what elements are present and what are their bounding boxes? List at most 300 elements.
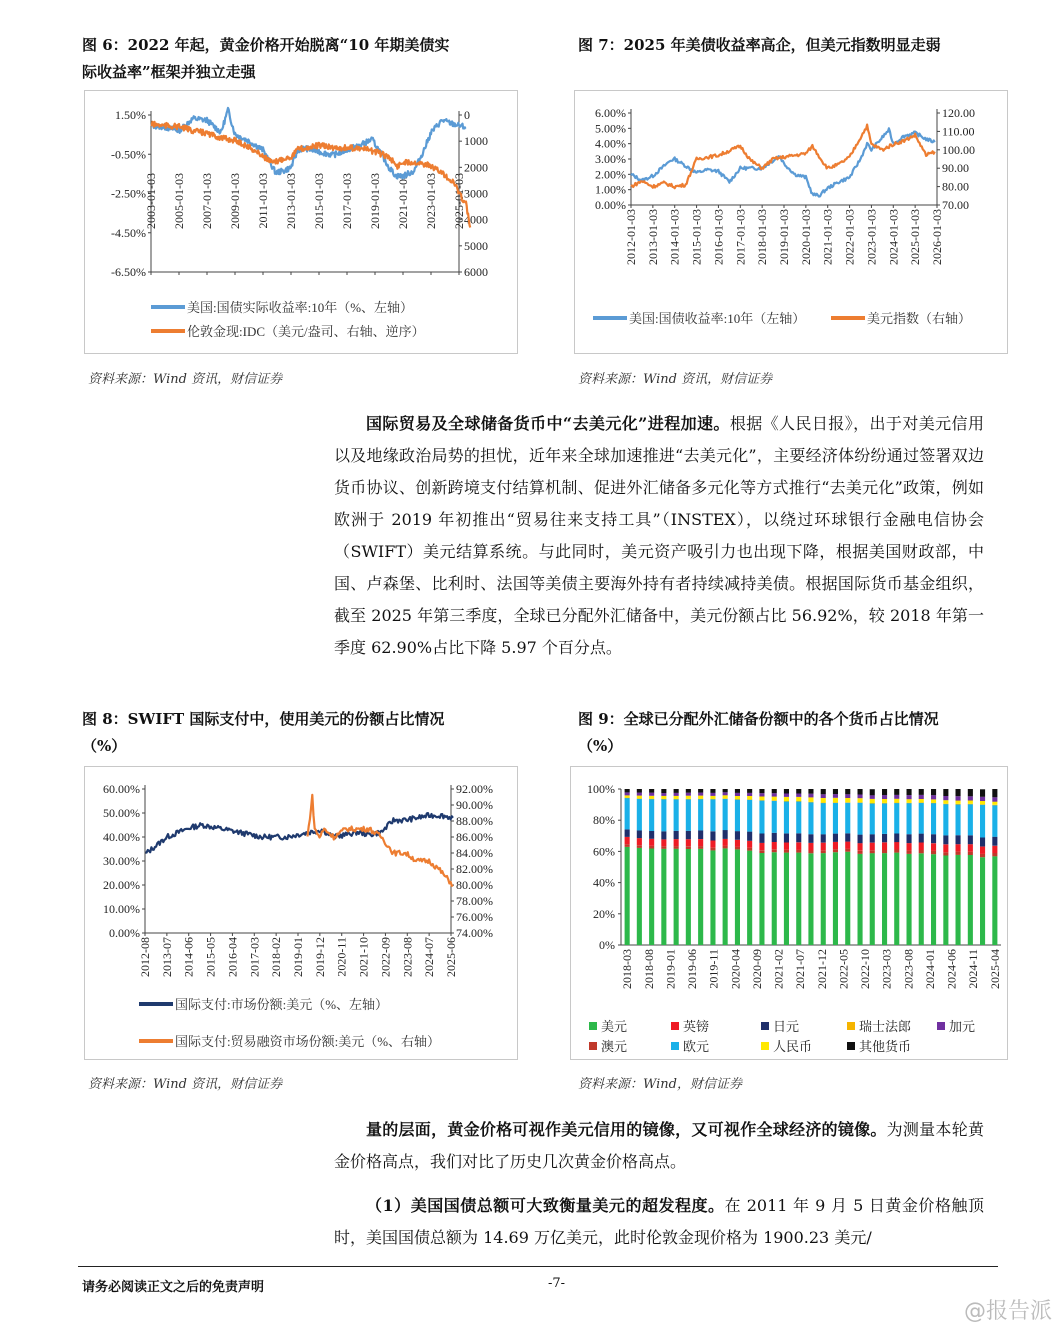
fig9-bar-0 (858, 854, 863, 945)
fig9-source: 资料来源：Wind，财信证券 (578, 1077, 742, 1092)
fig8-x-tick: 2019-12 (312, 937, 327, 977)
fig8-left-tick: 30.00% (103, 854, 140, 868)
fig9-bar-3 (845, 833, 850, 841)
fig8-x-tick: 2024-07 (422, 937, 437, 977)
fig9-bar-0 (956, 855, 961, 945)
fig9-bar-8 (833, 789, 838, 794)
fig9-bar-8 (723, 789, 728, 792)
fig9-bar-5 (943, 804, 948, 805)
fig9-x-tick: 2022-10 (858, 949, 873, 989)
fig9-bar-6 (772, 797, 777, 801)
fig9-y-tick: 0% (599, 938, 615, 952)
fig9-bar-5 (992, 805, 997, 806)
fig9-bar-7 (649, 793, 654, 796)
fig9-legend-swatch (937, 1022, 945, 1030)
fig6-series-0 (151, 108, 466, 179)
fig9-y-tick: 100% (587, 782, 615, 796)
fig9-bar-3 (759, 834, 764, 843)
fig9-bar-0 (674, 849, 679, 945)
fig9-bar-4 (649, 799, 654, 831)
fig6-source: 资料来源：Wind 资讯，财信证券 (88, 372, 283, 387)
fig9-bar-6 (625, 795, 630, 797)
fig9-bar-2 (845, 842, 850, 849)
fig9-bar-3 (661, 831, 666, 839)
fig6-right-tick: 1000 (464, 134, 488, 149)
fig7-x-tick: 2015-01-03 (689, 209, 704, 265)
fig9-bar-0 (723, 848, 728, 945)
fig9-bar-1 (943, 852, 948, 855)
fig8-x-tick: 2015-05 (203, 937, 218, 977)
fig9-bar-3 (784, 834, 789, 843)
fig9-bar-8 (649, 789, 654, 793)
fig9-bar-5 (907, 803, 912, 804)
fig9-bar-4 (808, 802, 813, 834)
fig9-bar-2 (759, 843, 764, 850)
fig9-bar-2 (894, 842, 899, 850)
fig9-bar-6 (637, 796, 642, 799)
fig9-x-tick: 2019-01 (663, 949, 678, 989)
fig9-bar-1 (772, 849, 777, 852)
fig8-right-tick: 92.00% (456, 782, 493, 796)
fig6-x-tick: 2015-01-03 (312, 173, 326, 229)
fig9-bar-4 (723, 799, 728, 830)
fig7-x-tick: 2022-01-03 (842, 209, 857, 265)
fig6-x-tick: 2003-01-03 (144, 173, 158, 229)
fig9-bar-3 (907, 834, 912, 843)
fig9-bar-4 (931, 803, 936, 834)
fig9-bar-2 (980, 847, 985, 854)
fig6-x-tick: 2007-01-03 (200, 173, 214, 229)
fig9-bar-5 (858, 802, 863, 803)
fig9-bar-2 (674, 839, 679, 846)
fig9-y-tick: 80% (593, 813, 615, 828)
fig9-legend-label: 英镑 (683, 1019, 710, 1034)
fig9-bar-2 (710, 841, 715, 848)
fig8-title-line1: 图 8：SWIFT 国际支付中，使用美元的份额占比情况 (82, 710, 445, 728)
fig9-bar-2 (956, 844, 961, 851)
fig8-svg (85, 767, 517, 1059)
fig9-bar-5 (772, 800, 777, 801)
fig9-legend-swatch (589, 1022, 597, 1030)
fig9-bar-4 (796, 801, 801, 833)
fig9-bar-0 (698, 849, 703, 945)
fig9-bar-0 (661, 849, 666, 945)
fig9-bar-0 (980, 857, 985, 945)
fig9-legend-label: 人民币 (773, 1039, 813, 1054)
fig9-bar-3 (649, 831, 654, 839)
fig7-svg (575, 91, 1007, 353)
p1-bold: 国际贸易及全球储备货币中“去美元化”进程加速。 (366, 414, 730, 433)
fig9-legend-label: 其他货币 (859, 1039, 912, 1054)
fig9-bar-1 (735, 847, 740, 850)
fig9-bar-1 (661, 846, 666, 849)
fig9-bar-2 (625, 837, 630, 844)
fig9-bar-5 (894, 803, 899, 804)
fig9-bar-4 (894, 803, 899, 834)
fig9-x-tick: 2021-02 (771, 949, 786, 989)
fig9-bar-2 (833, 842, 838, 849)
fig9-bar-8 (980, 789, 985, 797)
fig9-y-tick: 60% (593, 844, 615, 859)
fig9-bar-0 (882, 853, 887, 945)
fig9-bar-8 (870, 789, 875, 795)
fig9-bar-1 (882, 850, 887, 853)
fig9-bar-4 (833, 803, 838, 834)
fig9-x-tick: 2018-03 (620, 949, 635, 989)
fig6-legend-label-1: 伦敦金现:IDC（美元/盎司、右轴、逆序） (187, 324, 425, 339)
fig9-bar-3 (821, 834, 826, 842)
fig9-bar-1 (894, 850, 899, 853)
fig9-bar-7 (661, 793, 666, 796)
fig9-bar-0 (943, 856, 948, 946)
fig9-bar-7 (833, 794, 838, 798)
fig9-bar-0 (686, 849, 691, 945)
fig9-bar-6 (894, 799, 899, 803)
fig7-x-tick: 2012-01-03 (624, 209, 638, 265)
fig8-x-tick: 2013-07 (159, 937, 174, 977)
fig7-right-tick: 90.00 (942, 161, 969, 176)
fig9-bar-0 (625, 847, 630, 945)
fig9-bar-6 (784, 797, 789, 801)
fig9-x-tick: 2024-01 (922, 949, 937, 989)
fig7-x-tick: 2024-01-03 (886, 209, 901, 265)
fig9-bar-1 (919, 850, 924, 853)
fig9-title-line1: 图 9：全球已分配外汇储备份额中的各个货币占比情况 (578, 710, 939, 728)
fig6-series-1 (151, 122, 470, 228)
fig9-bar-8 (919, 789, 924, 795)
fig9-bar-1 (845, 849, 850, 852)
fig8-right-tick: 78.00% (456, 894, 493, 908)
fig6-legend-label-0: 美国:国债实际收益率:10年（%、左轴） (187, 300, 414, 315)
fig9-bar-0 (649, 848, 654, 945)
fig9-bar-5 (980, 804, 985, 805)
fig9-bar-2 (870, 843, 875, 851)
fig6-x-tick: 2021-01-03 (396, 173, 410, 229)
fig6-x-tick: 2017-01-03 (340, 173, 354, 229)
fig9-bar-3 (674, 831, 679, 839)
fig7-x-tick: 2021-01-03 (820, 209, 835, 265)
fig9-bar-1 (686, 846, 691, 849)
fig8-right-tick: 80.00% (456, 878, 493, 892)
fig9-bar-2 (821, 843, 826, 851)
fig9-bar-4 (870, 803, 875, 834)
fig9-bar-5 (686, 799, 691, 800)
fig9-bar-3 (723, 830, 728, 839)
fig7-right-tick: 110.00 (942, 124, 975, 139)
fig9-bar-6 (796, 797, 801, 801)
fig7-right-tick: 70.00 (942, 198, 969, 212)
fig9-bar-3 (956, 835, 961, 844)
fig9-bar-8 (907, 789, 912, 795)
fig9-bar-3 (698, 830, 703, 839)
fig8-left-tick: 0.00% (109, 926, 140, 940)
fig9-bar-0 (894, 853, 899, 945)
fig9-bar-8 (821, 789, 826, 794)
fig9-bar-6 (723, 795, 728, 798)
fig8-title (82, 706, 522, 760)
fig9-bar-1 (698, 846, 703, 849)
fig9-bar-8 (845, 789, 850, 794)
fig9-bar-7 (882, 795, 887, 799)
fig9-bar-8 (674, 789, 679, 793)
fig8-right-tick: 90.00% (456, 798, 493, 812)
fig9-bar-3 (931, 834, 936, 843)
fig9-bar-8 (968, 789, 973, 796)
fig9-bar-0 (870, 853, 875, 945)
fig9-bar-8 (882, 789, 887, 795)
fig9-bar-4 (821, 803, 826, 834)
p1-text: 根据《人民日报》，出于对美元信用以及地缘政治局势的担忧，近年来全球加速推进“去美元化”，主要经济体纷纷通过签署双边货币协议、创新跨境支付结算机制、促进外汇储备多元化等方式推行“去美元化”政策，例如欧洲于 2019 年初推出“贸易往来支持工具”（INSTEX），以绕过环球银行金融电信协会（SWIFT）美元结算系统。与此同时，美元资产吸引力也出现下降，根据美国财政部，中国、卢森堡、比利时、法国等美债主要海外持有者持续减持美债。根据国际货币基金组织，截至 2025 年第三季度，全球已分配外汇储备中，美元份额占比 56.92%，较 2018 年第一季度 62.90%占比下降 5.97 个百分点。 (334, 414, 984, 657)
fig9-bar-3 (710, 831, 715, 840)
fig9-bar-1 (992, 853, 997, 856)
fig9-bar-4 (919, 803, 924, 834)
fig9-bar-1 (968, 852, 973, 855)
p2-bold: 量的层面，黄金价格可视作美元信用的镜像，又可视作全球经济的镜像。 (366, 1120, 887, 1139)
fig9-bar-8 (808, 789, 813, 794)
fig9-bar-4 (845, 803, 850, 834)
fig7-x-tick: 2017-01-03 (733, 209, 748, 265)
fig9-bar-7 (870, 795, 875, 799)
fig8-x-tick: 2021-10 (356, 937, 371, 977)
fig7-chart (574, 90, 1008, 354)
fig9-x-tick: 2023-03 (879, 949, 894, 989)
fig7-left-tick: 5.00% (595, 121, 626, 136)
body-paragraph-3 (334, 1190, 984, 1254)
fig9-bar-5 (747, 799, 752, 800)
fig8-left-tick: 50.00% (103, 806, 140, 820)
fig8-right-tick: 86.00% (456, 830, 493, 844)
fig9-bar-0 (845, 852, 850, 945)
fig9-bar-2 (772, 842, 777, 849)
p3-text: 在 2011 年 9 月 5 日黄金价格触顶时，美国国债总额为 14.69 万亿美元，此时伦敦金现价格为 1900.23 美元/ (334, 1196, 984, 1247)
fig6-x-tick: 2009-01-03 (228, 173, 242, 229)
fig9-bar-6 (980, 801, 985, 804)
fig9-bar-4 (698, 799, 703, 830)
fig9-bar-3 (894, 834, 899, 843)
fig8-x-tick: 2014-06 (181, 937, 196, 977)
fig9-legend-swatch (671, 1042, 679, 1050)
fig9-bar-6 (808, 797, 813, 801)
fig9-bar-1 (808, 851, 813, 854)
fig9-bar-3 (858, 835, 863, 844)
fig9-bar-5 (698, 799, 703, 800)
fig9-legend-label: 美元 (601, 1019, 628, 1034)
fig6-right-tick: 0 (464, 108, 470, 122)
p3-bold: （1）美国国债总额可大致衡量美元的超发程度。 (366, 1196, 725, 1215)
fig9-bar-3 (808, 834, 813, 843)
fig9-title-line2: （%） (578, 737, 623, 755)
fig7-x-tick: 2014-01-03 (667, 209, 682, 265)
fig6-right-tick: 6000 (464, 265, 488, 279)
fig7-x-tick: 2019-01-03 (777, 209, 791, 265)
fig9-y-tick: 20% (593, 906, 615, 921)
fig9-x-tick: 2022-05 (836, 949, 851, 989)
fig9-bar-3 (980, 838, 985, 847)
fig6-title-line2: 际收益率”框架并独立走强 (82, 63, 256, 81)
fig9-bar-6 (710, 796, 715, 799)
fig9-x-tick: 2018-08 (641, 949, 656, 989)
fig8-x-tick: 2012-08 (138, 937, 152, 977)
fig9-bar-2 (882, 842, 887, 850)
fig9-bar-7 (907, 795, 912, 799)
fig9-legend-swatch (671, 1022, 679, 1030)
fig8-right-tick: 74.00% (456, 926, 493, 940)
footer-disclaimer: 请务必阅读正文之后的免责声明 (82, 1280, 265, 1295)
fig9-bar-4 (968, 804, 973, 835)
fig9-bar-6 (919, 799, 924, 802)
fig9-bar-2 (747, 841, 752, 848)
fig6-right-tick: 4000 (464, 212, 488, 227)
fig7-left-tick: 3.00% (595, 152, 626, 166)
fig9-bar-0 (919, 853, 924, 945)
fig9-bar-2 (931, 843, 936, 851)
fig9-bar-8 (894, 789, 899, 795)
fig9-bar-4 (956, 804, 961, 835)
fig9-bar-4 (784, 801, 789, 833)
fig8-left-tick: 10.00% (103, 902, 140, 916)
fig6-x-tick: 2023-01-03 (424, 173, 438, 229)
fig8-left-tick: 20.00% (103, 878, 140, 892)
fig7-series-1 (631, 125, 935, 189)
fig9-bar-0 (808, 853, 813, 945)
fig7-x-tick: 2018-01-03 (755, 209, 770, 265)
fig9-bar-2 (649, 839, 654, 846)
footer-rule (78, 1266, 998, 1267)
fig9-bar-1 (956, 852, 961, 855)
fig9-bar-6 (747, 796, 752, 799)
fig9-bar-3 (686, 831, 691, 839)
fig9-bar-8 (943, 789, 948, 796)
fig9-bar-7 (968, 796, 973, 800)
fig9-bar-3 (943, 835, 948, 844)
fig9-bar-7 (956, 796, 961, 800)
fig7-x-tick: 2016-01-03 (711, 209, 726, 265)
fig9-bar-3 (968, 835, 973, 844)
fig9-bar-0 (637, 848, 642, 945)
fig9-bar-1 (723, 846, 728, 849)
fig9-x-tick: 2019-11 (706, 949, 721, 989)
fig9-bar-7 (919, 795, 924, 799)
fig6-left-tick: -0.50% (111, 147, 146, 162)
fig9-bar-2 (992, 846, 997, 853)
fig9-bar-2 (943, 844, 948, 852)
fig8-legend-label-1: 国际支付:贸易融资市场份额:美元（%、右轴） (175, 1034, 441, 1049)
fig9-title (578, 706, 1018, 760)
fig9-x-tick: 2019-06 (685, 949, 700, 989)
fig9-legend-label: 澳元 (601, 1039, 628, 1054)
fig6-x-tick: 2013-01-03 (284, 173, 298, 229)
fig9-bar-8 (759, 789, 764, 793)
fig7-x-tick: 2023-01-03 (864, 209, 879, 265)
fig9-bar-6 (735, 796, 740, 799)
fig9-bar-0 (907, 854, 912, 945)
fig9-bar-4 (686, 799, 691, 831)
fig9-bar-0 (784, 853, 789, 945)
fig9-legend-swatch (847, 1042, 855, 1050)
fig6-right-tick: 3000 (464, 186, 488, 201)
fig6-x-tick: 2011-01-03 (256, 173, 270, 229)
fig8-right-tick: 88.00% (456, 814, 493, 828)
fig9-bar-3 (870, 834, 875, 842)
fig9-x-tick: 2021-07 (793, 949, 808, 989)
fig9-bar-0 (796, 853, 801, 945)
fig9-bar-5 (808, 802, 813, 803)
fig9-bar-3 (637, 830, 642, 838)
fig9-bar-1 (649, 846, 654, 849)
fig9-bar-3 (747, 832, 752, 841)
fig9-bar-2 (796, 842, 801, 850)
fig9-bar-8 (796, 789, 801, 794)
fig9-bar-8 (858, 789, 863, 795)
fig6-title (82, 32, 522, 86)
fig8-right-tick: 82.00% (456, 862, 493, 876)
fig9-bar-2 (907, 843, 912, 851)
fig9-x-tick: 2020-04 (728, 949, 743, 989)
fig9-bar-8 (747, 789, 752, 793)
fig9-bar-7 (723, 792, 728, 795)
fig9-bar-8 (735, 789, 740, 793)
fig9-bar-8 (625, 789, 630, 792)
fig7-right-tick: 100.00 (942, 142, 975, 157)
fig9-bar-2 (919, 843, 924, 851)
fig8-right-tick: 76.00% (456, 910, 493, 924)
fig9-bar-6 (686, 796, 691, 799)
fig9-bar-4 (759, 800, 764, 833)
fig7-left-tick: 4.00% (595, 136, 626, 151)
fig9-bar-1 (747, 848, 752, 851)
fig8-title-line2: （%） (82, 737, 127, 755)
fig9-bar-7 (686, 793, 691, 796)
fig9-bar-7 (747, 793, 752, 796)
fig9-bar-1 (931, 851, 936, 854)
fig9-bar-6 (968, 801, 973, 804)
fig9-bar-0 (735, 849, 740, 945)
fig9-bar-0 (759, 853, 764, 945)
fig8-x-tick: 2025-06 (444, 937, 458, 977)
fig9-bar-7 (808, 794, 813, 798)
fig9-svg (571, 767, 1007, 1059)
fig9-bar-0 (992, 856, 997, 945)
fig7-x-tick: 2013-01-03 (645, 209, 660, 265)
fig9-bar-6 (649, 796, 654, 799)
p2-text: 为测量本轮黄金价格高点，我们对比了历史几次黄金价格高点。 (334, 1120, 984, 1171)
fig9-legend-label: 加元 (949, 1019, 976, 1034)
fig9-legend-label: 瑞士法郎 (859, 1019, 912, 1034)
fig9-bar-0 (821, 853, 826, 945)
fig6-right-tick: 5000 (464, 238, 488, 253)
fig9-bar-6 (956, 801, 961, 804)
fig9-x-tick: 2021-12 (814, 949, 829, 989)
fig9-bar-0 (968, 855, 973, 945)
fig7-legend-label-0: 美国:国债收益率:10年（左轴） (629, 311, 806, 326)
fig9-bar-1 (858, 851, 863, 854)
fig7-x-tick: 2026-01-03 (930, 209, 944, 265)
fig9-bar-5 (821, 803, 826, 804)
fig9-bar-8 (637, 789, 642, 793)
fig9-bar-6 (698, 796, 703, 799)
fig9-bar-6 (907, 799, 912, 803)
fig9-x-tick: 2024-06 (944, 949, 959, 989)
fig7-x-tick: 2025-01-03 (908, 209, 923, 265)
fig8-left-tick: 40.00% (103, 830, 140, 844)
fig9-bar-6 (821, 798, 826, 803)
fig9-bar-3 (772, 833, 777, 842)
fig9-bar-7 (931, 795, 936, 799)
fig9-bar-2 (698, 839, 703, 846)
fig9-bar-6 (870, 799, 875, 803)
fig9-bar-3 (919, 834, 924, 843)
fig9-bar-6 (845, 798, 850, 802)
